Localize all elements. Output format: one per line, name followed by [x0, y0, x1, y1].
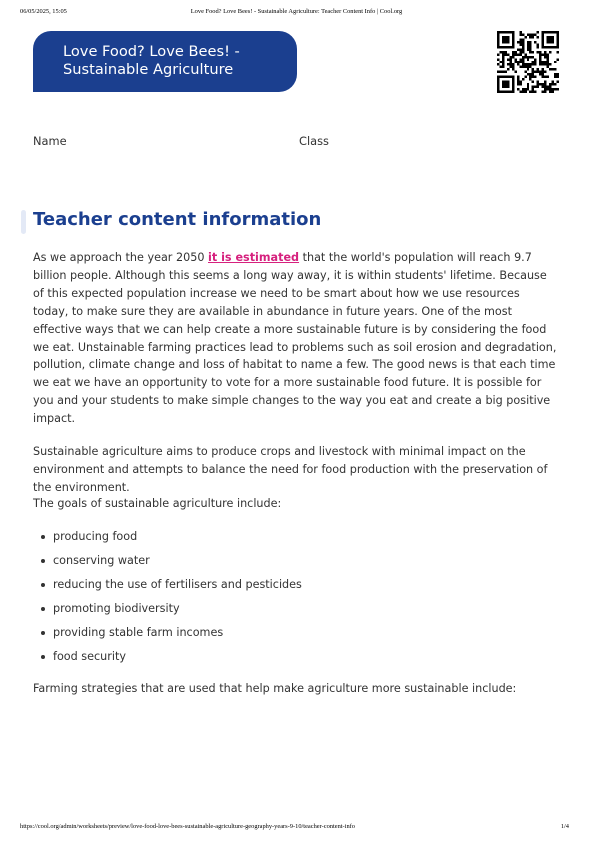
- goal-text: promoting biodiversity: [53, 602, 180, 615]
- title-banner: [33, 31, 297, 92]
- bullet-icon: [41, 631, 45, 635]
- goal-text: conserving water: [53, 554, 150, 567]
- qr-code-icon: [497, 31, 559, 93]
- list-item: [39, 552, 302, 576]
- print-url: https://cool.org/admin/worksheets/preview/love-food-love-bees-sustainable-agriculture-geography-years-9-10/teacher-content-info: [20, 823, 355, 830]
- list-item: [39, 600, 302, 624]
- bullet-icon: [41, 583, 45, 587]
- print-page-title: Love Food? Love Bees! - Sustainable Agriculture: Teacher Content Info | Cool.org: [190, 8, 403, 15]
- list-item: [39, 528, 302, 552]
- sustainable-agriculture-paragraph: Sustainable agriculture aims to produce crops and livestock with minimal impact on the environment and attempts to balance the need for food production with the preservation of the environment.: [33, 445, 548, 494]
- list-item: [39, 648, 302, 672]
- intro-text-start: As we approach the year 2050: [33, 251, 208, 264]
- bullet-icon: [41, 655, 45, 659]
- print-header: [0, 8, 593, 18]
- goal-text: reducing the use of fertilisers and pesticides: [53, 578, 302, 591]
- goal-text: providing stable farm incomes: [53, 626, 224, 639]
- intro-text-rest: that the world's population will reach 9.7 billion people. Although this seems a long way away, it is within students' lifetime. Because of this expected population increase we need to be smart about how we use resources today, to make sure they are available in abundance in future years. One of the most effective ways that we can help create a more sustainable future is by considering the food we eat. Unstainable farming practices lead to problems such as soil erosion and degradation, pollution, climate change and loss of habitat to name a few. The good news is that each time we eat we have an opportunity to vote for a more sustainable food future. It is possible for you and your students to make simple changes to the way you eat and create a big positive impact.: [33, 251, 557, 426]
- goal-text: food security: [53, 650, 126, 663]
- class-field-label: Class: [299, 134, 329, 148]
- section-accent-bar: [21, 210, 26, 234]
- estimate-link[interactable]: it is estimated: [208, 251, 300, 264]
- banner-title-line1: Love Food? Love Bees! -: [63, 43, 240, 60]
- goals-intro: The goals of sustainable agriculture include:: [33, 497, 282, 510]
- bullet-icon: [41, 559, 45, 563]
- farming-strategies-intro: Farming strategies that are used that help make agriculture more sustainable include:: [33, 682, 517, 695]
- banner-title-line2: Sustainable Agriculture: [63, 61, 234, 78]
- intro-paragraph: [33, 249, 558, 428]
- print-footer: [0, 823, 593, 833]
- print-datetime: 06/05/2025, 15:05: [20, 8, 67, 15]
- goal-text: producing food: [53, 530, 138, 543]
- print-page-number: 1/4: [560, 823, 569, 830]
- bullet-icon: [41, 535, 45, 539]
- bullet-icon: [41, 607, 45, 611]
- section-title: Teacher content information: [33, 209, 322, 230]
- goals-list: [39, 528, 302, 672]
- name-field-label: Name: [33, 134, 67, 148]
- list-item: [39, 576, 302, 600]
- list-item: [39, 624, 302, 648]
